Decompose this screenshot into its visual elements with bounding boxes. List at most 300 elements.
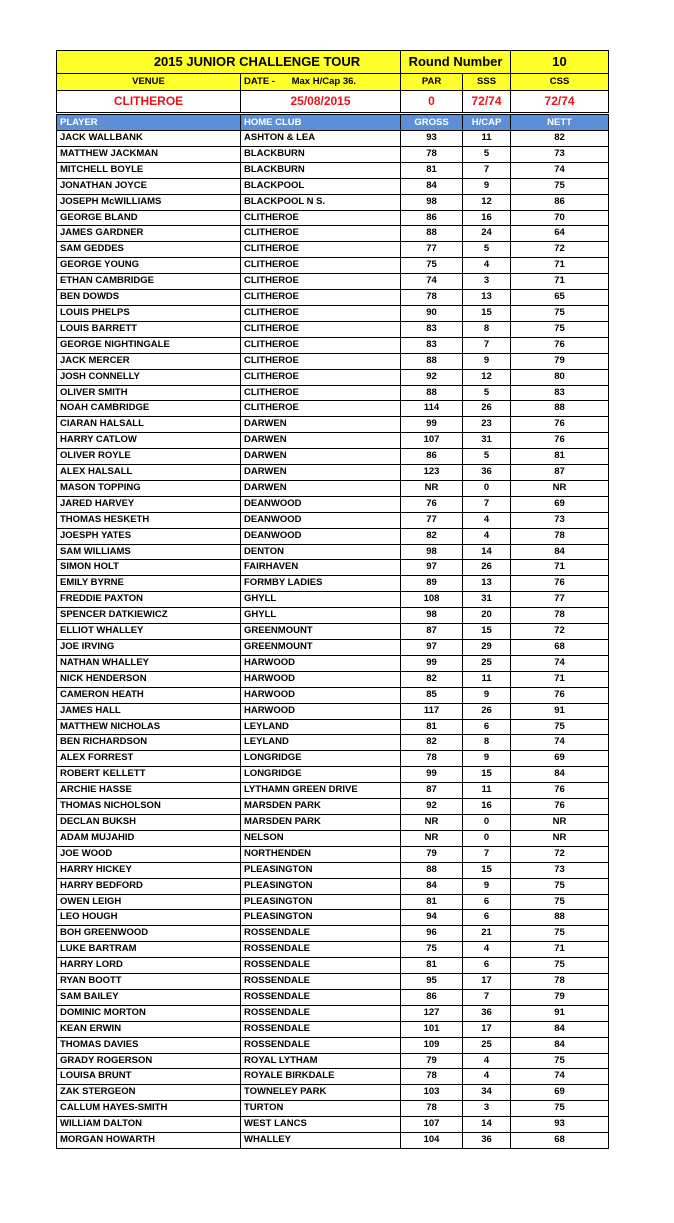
gross-score: 88 — [401, 226, 463, 242]
home-club: CLITHEROE — [241, 258, 401, 274]
home-club: CLITHEROE — [241, 369, 401, 385]
home-club: DENTON — [241, 544, 401, 560]
nett-score: 80 — [511, 369, 609, 385]
column-header-hcap: H/CAP — [463, 114, 511, 131]
player-name: JONATHAN JOYCE — [57, 178, 241, 194]
handicap: 12 — [463, 194, 511, 210]
table-row — [57, 1005, 609, 1021]
nett-score: 78 — [511, 528, 609, 544]
table-row — [57, 290, 609, 306]
gross-score: 75 — [401, 942, 463, 958]
gross-score: 87 — [401, 783, 463, 799]
gross-score: 98 — [401, 608, 463, 624]
handicap: 17 — [463, 974, 511, 990]
handicap: 31 — [463, 433, 511, 449]
nett-score: 71 — [511, 274, 609, 290]
gross-score: 79 — [401, 846, 463, 862]
table-row — [57, 926, 609, 942]
player-name: NOAH CAMBRIDGE — [57, 401, 241, 417]
round-number: 10 — [511, 51, 609, 74]
table-row — [57, 719, 609, 735]
player-name: RYAN BOOTT — [57, 974, 241, 990]
nett-score: 75 — [511, 958, 609, 974]
gross-score: 85 — [401, 687, 463, 703]
player-name: DOMINIC MORTON — [57, 1005, 241, 1021]
table-row — [57, 226, 609, 242]
handicap: 4 — [463, 1053, 511, 1069]
table-row — [57, 799, 609, 815]
nett-score: 84 — [511, 544, 609, 560]
gross-score: 81 — [401, 162, 463, 178]
home-club: CLITHEROE — [241, 385, 401, 401]
home-club: DEANWOOD — [241, 528, 401, 544]
handicap: 36 — [463, 1005, 511, 1021]
gross-score: 107 — [401, 433, 463, 449]
handicap: 5 — [463, 146, 511, 162]
nett-score: 75 — [511, 321, 609, 337]
home-club: CLITHEROE — [241, 337, 401, 353]
home-club: TURTON — [241, 1101, 401, 1117]
handicap: 16 — [463, 799, 511, 815]
home-club: GREENMOUNT — [241, 624, 401, 640]
home-club: GHYLL — [241, 608, 401, 624]
gross-score: 87 — [401, 624, 463, 640]
player-rows — [57, 131, 609, 1149]
gross-score: 78 — [401, 1069, 463, 1085]
gross-score: 79 — [401, 1053, 463, 1069]
home-club: FORMBY LADIES — [241, 576, 401, 592]
handicap: 20 — [463, 608, 511, 624]
table-row — [57, 242, 609, 258]
table-row — [57, 640, 609, 656]
table-row — [57, 385, 609, 401]
player-name: THOMAS HESKETH — [57, 512, 241, 528]
home-club: FAIRHAVEN — [241, 560, 401, 576]
gross-score: 97 — [401, 560, 463, 576]
handicap: 0 — [463, 480, 511, 496]
home-club: LEYLAND — [241, 719, 401, 735]
player-name: JOSEPH McWILLIAMS — [57, 194, 241, 210]
gross-score: 90 — [401, 305, 463, 321]
gross-score: 83 — [401, 321, 463, 337]
handicap: 7 — [463, 846, 511, 862]
nett-score: 88 — [511, 401, 609, 417]
handicap: 6 — [463, 958, 511, 974]
nett-score: NR — [511, 814, 609, 830]
nett-score: 81 — [511, 449, 609, 465]
home-club: DEANWOOD — [241, 512, 401, 528]
round-label: Round Number — [401, 51, 511, 74]
handicap: 36 — [463, 1133, 511, 1149]
home-club: CLITHEROE — [241, 226, 401, 242]
player-name: ETHAN CAMBRIDGE — [57, 274, 241, 290]
nett-score: 76 — [511, 783, 609, 799]
handicap: 4 — [463, 512, 511, 528]
home-club: CLITHEROE — [241, 242, 401, 258]
handicap: 7 — [463, 989, 511, 1005]
player-name: JOESPH YATES — [57, 528, 241, 544]
home-club: BLACKPOOL N S. — [241, 194, 401, 210]
handicap: 15 — [463, 767, 511, 783]
table-row — [57, 1037, 609, 1053]
player-name: NICK HENDERSON — [57, 671, 241, 687]
handicap: 11 — [463, 131, 511, 147]
handicap: 4 — [463, 1069, 511, 1085]
handicap: 8 — [463, 321, 511, 337]
table-row — [57, 496, 609, 512]
nett-score: 91 — [511, 703, 609, 719]
gross-score: 123 — [401, 465, 463, 481]
table-row — [57, 974, 609, 990]
player-name: GEORGE NIGHTINGALE — [57, 337, 241, 353]
handicap: 9 — [463, 353, 511, 369]
handicap: 9 — [463, 751, 511, 767]
home-club: WHALLEY — [241, 1133, 401, 1149]
handicap: 34 — [463, 1085, 511, 1101]
player-name: SPENCER DATKIEWICZ — [57, 608, 241, 624]
nett-score: 75 — [511, 878, 609, 894]
nett-score: 74 — [511, 162, 609, 178]
handicap: 12 — [463, 369, 511, 385]
table-row — [57, 767, 609, 783]
nett-score: 72 — [511, 624, 609, 640]
nett-score: 71 — [511, 258, 609, 274]
handicap: 16 — [463, 210, 511, 226]
table-row — [57, 783, 609, 799]
handicap: 26 — [463, 401, 511, 417]
table-row — [57, 735, 609, 751]
table-row — [57, 433, 609, 449]
home-club: DARWEN — [241, 480, 401, 496]
nett-score: 72 — [511, 242, 609, 258]
nett-score: 64 — [511, 226, 609, 242]
player-name: KEAN ERWIN — [57, 1021, 241, 1037]
table-row — [57, 862, 609, 878]
nett-score: 76 — [511, 576, 609, 592]
handicap: 36 — [463, 465, 511, 481]
home-club: PLEASINGTON — [241, 910, 401, 926]
nett-score: 68 — [511, 640, 609, 656]
player-name: OLIVER ROYLE — [57, 449, 241, 465]
table-row — [57, 942, 609, 958]
handicap: 11 — [463, 783, 511, 799]
home-club: BLACKBURN — [241, 146, 401, 162]
player-name: JARED HARVEY — [57, 496, 241, 512]
home-club: ASHTON & LEA — [241, 131, 401, 147]
handicap: 4 — [463, 942, 511, 958]
gross-score: 84 — [401, 178, 463, 194]
table-row — [57, 894, 609, 910]
css-label: CSS — [511, 74, 609, 91]
nett-score: 71 — [511, 560, 609, 576]
nett-score: 86 — [511, 194, 609, 210]
date-label: DATE - — [244, 76, 275, 87]
venue-value: CLITHEROE — [57, 91, 241, 114]
gross-score: 81 — [401, 958, 463, 974]
nett-score: 71 — [511, 942, 609, 958]
gross-score: 97 — [401, 640, 463, 656]
column-header-nett: NETT — [511, 114, 609, 131]
player-name: MITCHELL BOYLE — [57, 162, 241, 178]
player-name: LOUIS PHELPS — [57, 305, 241, 321]
nett-score: 75 — [511, 1101, 609, 1117]
handicap: 23 — [463, 417, 511, 433]
gross-score: 98 — [401, 544, 463, 560]
home-club: HARWOOD — [241, 671, 401, 687]
handicap: 15 — [463, 862, 511, 878]
table-row — [57, 989, 609, 1005]
player-name: MORGAN HOWARTH — [57, 1133, 241, 1149]
player-name: ARCHIE HASSE — [57, 783, 241, 799]
home-club: ROSSENDALE — [241, 1037, 401, 1053]
gross-score: 74 — [401, 274, 463, 290]
table-row — [57, 1117, 609, 1133]
gross-score: 99 — [401, 655, 463, 671]
nett-score: 77 — [511, 592, 609, 608]
gross-score: 82 — [401, 671, 463, 687]
table-row — [57, 258, 609, 274]
nett-score: 83 — [511, 385, 609, 401]
column-header-club: HOME CLUB — [241, 114, 401, 131]
home-club: GHYLL — [241, 592, 401, 608]
home-club: MARSDEN PARK — [241, 814, 401, 830]
nett-score: 91 — [511, 1005, 609, 1021]
nett-score: 88 — [511, 910, 609, 926]
handicap: 11 — [463, 671, 511, 687]
home-club: PLEASINGTON — [241, 862, 401, 878]
home-club: LONGRIDGE — [241, 767, 401, 783]
player-name: JOSH CONNELLY — [57, 369, 241, 385]
table-row — [57, 162, 609, 178]
gross-score: 92 — [401, 369, 463, 385]
home-club: HARWOOD — [241, 687, 401, 703]
gross-score: 109 — [401, 1037, 463, 1053]
handicap: 7 — [463, 337, 511, 353]
nett-score: 87 — [511, 465, 609, 481]
gross-score: 76 — [401, 496, 463, 512]
handicap: 9 — [463, 687, 511, 703]
table-row — [57, 528, 609, 544]
nett-score: 68 — [511, 1133, 609, 1149]
player-name: HARRY BEDFORD — [57, 878, 241, 894]
handicap: 17 — [463, 1021, 511, 1037]
handicap: 9 — [463, 878, 511, 894]
home-club: ROSSENDALE — [241, 974, 401, 990]
table-row — [57, 958, 609, 974]
table-row — [57, 369, 609, 385]
handicap: 8 — [463, 735, 511, 751]
handicap: 29 — [463, 640, 511, 656]
table-row — [57, 830, 609, 846]
gross-score: 84 — [401, 878, 463, 894]
home-club: HARWOOD — [241, 703, 401, 719]
gross-score: 81 — [401, 894, 463, 910]
home-club: CLITHEROE — [241, 274, 401, 290]
nett-score: 78 — [511, 974, 609, 990]
table-row — [57, 1133, 609, 1149]
table-row — [57, 417, 609, 433]
player-name: WILLIAM DALTON — [57, 1117, 241, 1133]
player-name: JAMES GARDNER — [57, 226, 241, 242]
table-row — [57, 671, 609, 687]
handicap: 31 — [463, 592, 511, 608]
gross-score: 89 — [401, 576, 463, 592]
nett-score: 73 — [511, 146, 609, 162]
player-name: SAM GEDDES — [57, 242, 241, 258]
gross-score: 103 — [401, 1085, 463, 1101]
nett-score: 79 — [511, 989, 609, 1005]
par-label: PAR — [401, 74, 463, 91]
handicap: 6 — [463, 894, 511, 910]
handicap: 25 — [463, 1037, 511, 1053]
nett-score: 79 — [511, 353, 609, 369]
player-name: THOMAS DAVIES — [57, 1037, 241, 1053]
sss-label: SSS — [463, 74, 511, 91]
handicap: 3 — [463, 274, 511, 290]
nett-score: 76 — [511, 337, 609, 353]
table-row — [57, 655, 609, 671]
nett-score: 65 — [511, 290, 609, 306]
handicap: 4 — [463, 258, 511, 274]
table-row — [57, 512, 609, 528]
nett-score: 74 — [511, 735, 609, 751]
home-club: WEST LANCS — [241, 1117, 401, 1133]
player-name: JOE IRVING — [57, 640, 241, 656]
gross-score: 93 — [401, 131, 463, 147]
home-club: ROYAL LYTHAM — [241, 1053, 401, 1069]
nett-score: 70 — [511, 210, 609, 226]
player-name: LUKE BARTRAM — [57, 942, 241, 958]
gross-score: 82 — [401, 735, 463, 751]
home-club: PLEASINGTON — [241, 878, 401, 894]
gross-score: 75 — [401, 258, 463, 274]
nett-score: 76 — [511, 799, 609, 815]
table-row — [57, 449, 609, 465]
handicap: 5 — [463, 449, 511, 465]
table-row — [57, 321, 609, 337]
home-club: HARWOOD — [241, 655, 401, 671]
gross-score: 86 — [401, 989, 463, 1005]
home-club: DARWEN — [241, 433, 401, 449]
handicap: 0 — [463, 814, 511, 830]
handicap: 6 — [463, 910, 511, 926]
home-club: CLITHEROE — [241, 353, 401, 369]
home-club: MARSDEN PARK — [241, 799, 401, 815]
table-row — [57, 560, 609, 576]
table-row — [57, 751, 609, 767]
gross-score: 82 — [401, 528, 463, 544]
nett-score: 76 — [511, 687, 609, 703]
player-name: MASON TOPPING — [57, 480, 241, 496]
nett-score: 75 — [511, 894, 609, 910]
nett-score: 74 — [511, 1069, 609, 1085]
player-name: MATTHEW JACKMAN — [57, 146, 241, 162]
gross-score: 88 — [401, 385, 463, 401]
table-row — [57, 480, 609, 496]
player-name: ALEX FORREST — [57, 751, 241, 767]
nett-score: 76 — [511, 433, 609, 449]
gross-score: NR — [401, 480, 463, 496]
player-name: JAMES HALL — [57, 703, 241, 719]
gross-score: 77 — [401, 242, 463, 258]
date-value: 25/08/2015 — [241, 91, 401, 114]
handicap: 21 — [463, 926, 511, 942]
player-name: HARRY LORD — [57, 958, 241, 974]
table-row — [57, 576, 609, 592]
handicap: 26 — [463, 703, 511, 719]
table-row — [57, 1069, 609, 1085]
nett-score: 93 — [511, 1117, 609, 1133]
home-club: ROSSENDALE — [241, 1021, 401, 1037]
table-row — [57, 194, 609, 210]
nett-score: 84 — [511, 1037, 609, 1053]
home-club: LONGRIDGE — [241, 751, 401, 767]
gross-score: 78 — [401, 751, 463, 767]
gross-score: 114 — [401, 401, 463, 417]
player-name: CIARAN HALSALL — [57, 417, 241, 433]
player-name: FREDDIE PAXTON — [57, 592, 241, 608]
table-row — [57, 878, 609, 894]
column-header-row — [57, 114, 609, 131]
venue-label: VENUE — [57, 74, 241, 91]
handicap: 3 — [463, 1101, 511, 1117]
nett-score: 82 — [511, 131, 609, 147]
gross-score: 99 — [401, 417, 463, 433]
gross-score: 77 — [401, 512, 463, 528]
table-row — [57, 401, 609, 417]
home-club: CLITHEROE — [241, 290, 401, 306]
player-name: ZAK STERGEON — [57, 1085, 241, 1101]
player-name: OWEN LEIGH — [57, 894, 241, 910]
home-club: DARWEN — [241, 465, 401, 481]
css-value: 72/74 — [511, 91, 609, 114]
labels-row — [57, 74, 609, 91]
handicap: 25 — [463, 655, 511, 671]
home-club: NELSON — [241, 830, 401, 846]
handicap: 24 — [463, 226, 511, 242]
gross-score: 94 — [401, 910, 463, 926]
home-club: ROSSENDALE — [241, 926, 401, 942]
handicap: 5 — [463, 385, 511, 401]
home-club: GREENMOUNT — [241, 640, 401, 656]
sss-value: 72/74 — [463, 91, 511, 114]
table-row — [57, 592, 609, 608]
table-row — [57, 210, 609, 226]
max-hcap-label: Max H/Cap 36. — [291, 76, 357, 87]
handicap: 7 — [463, 162, 511, 178]
nett-score: 73 — [511, 862, 609, 878]
nett-score: NR — [511, 830, 609, 846]
handicap: 14 — [463, 544, 511, 560]
player-name: ADAM MUJAHID — [57, 830, 241, 846]
scorecard-sheet — [56, 50, 608, 1149]
home-club: CLITHEROE — [241, 305, 401, 321]
gross-score: 101 — [401, 1021, 463, 1037]
table-row — [57, 1085, 609, 1101]
column-header-gross: GROSS — [401, 114, 463, 131]
gross-score: 86 — [401, 449, 463, 465]
date-label-cell — [241, 74, 401, 91]
table-row — [57, 687, 609, 703]
home-club: ROYALE BIRKDALE — [241, 1069, 401, 1085]
gross-score: 78 — [401, 290, 463, 306]
player-name: GEORGE BLAND — [57, 210, 241, 226]
player-name: GRADY ROGERSON — [57, 1053, 241, 1069]
table-row — [57, 1053, 609, 1069]
gross-score: 88 — [401, 862, 463, 878]
player-name: MATTHEW NICHOLAS — [57, 719, 241, 735]
nett-score: 75 — [511, 926, 609, 942]
